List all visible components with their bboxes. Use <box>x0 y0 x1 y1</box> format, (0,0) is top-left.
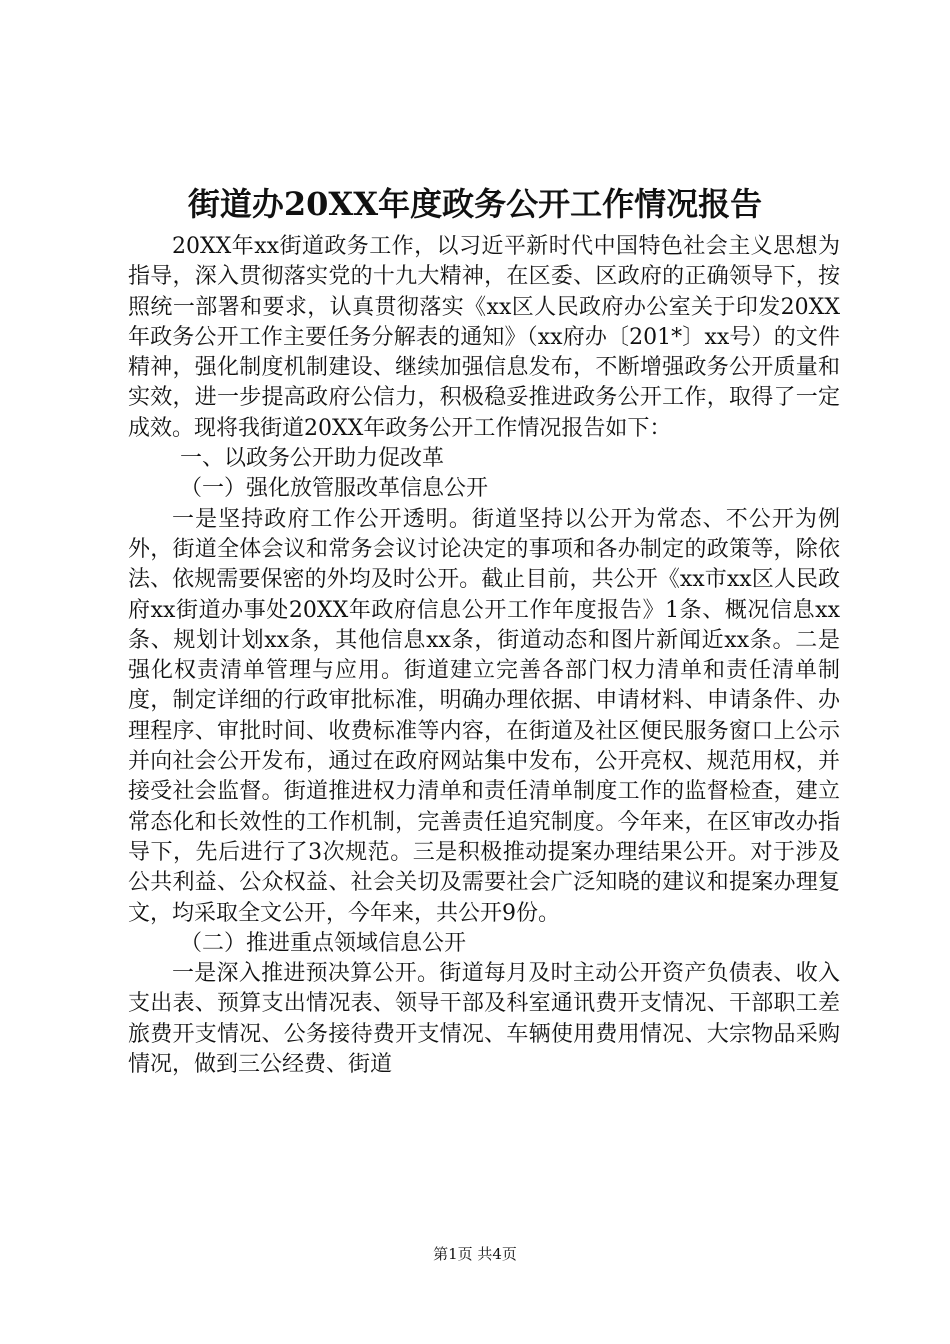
subsection-heading-2: （二）推进重点领域信息公开 <box>180 930 467 956</box>
section-heading-1: 一、以政务公开助力促改革 <box>180 446 445 472</box>
subsection-2-paragraph: 一是深入推进预决算公开。街道每月及时主动公开资产负债表、收入支出表、预算支出情况表、领导干部及科室通讯费开支情况、干部职工差旅费开支情况、公务接待费开支情况、车辆使用费用情况、大宗物品采购情况，做到三公经费、街道 <box>128 961 840 1078</box>
page-number-footer: 第1页 共4页 <box>433 1245 517 1263</box>
document-title: 街道办20XX年度政务公开工作情况报告 <box>187 185 763 223</box>
subsection-heading-1: （一）强化放管服改革信息公开 <box>180 476 489 502</box>
subsection-1-paragraph: 一是坚持政府工作公开透明。街道坚持以公开为常态、不公开为例外，街道全体会议和常务会议讨论决定的事项和各办制定的政策等，除依法、依规需要保密的外均及时公开。截止目前，共公开《xx市xx区人民政府xx街道办事处20XX年政府信息公开工作年度报告》1条、概况信息xx条、规划计划xx条，其他信息xx条，街道动态和图片新闻近xx条。二是强化权责清单管理与应用。街道建立完善各部门权力清单和责任清单制度，制定详细的行政审批标准，明确办理依据、申请材料、申请条件、办理程序、审批时间、收费标准等内容，在街道及社区便民服务窗口上公示并向社会公开发布，通过在政府网站集中发布，公开亮权、规范用权，并接受社会监督。街道推进权力清单和责任清单制度工作的监督检查，建立常态化和长效性的工作机制，完善责任追究制度。今年来，在区审改办指导下，先后进行了3次规范。三是积极推动提案办理结果公开。对于涉及公共利益、公众权益、社会关切及需要社会广泛知晓的建议和提案办理复文，均采取全文公开，今年来，共公开9份。 <box>128 506 840 926</box>
intro-paragraph: 20XX年xx街道政务工作，以习近平新时代中国特色社会主义思想为指导，深入贯彻落实党的十九大精神，在区委、区政府的正确领导下，按照统一部署和要求，认真贯彻落实《xx区人民政府办公室关于印发20XX年政务公开工作主要任务分解表的通知》（xx府办〔201*〕xx号）的文件精神，强化制度机制建设、继续加强信息发布，不断增强政务公开质量和实效，进一步提高政府公信力，积极稳妥推进政务公开工作，取得了一定成效。现将我街道20XX年政务公开工作情况报告如下： <box>128 234 840 441</box>
document-body <box>128 232 840 1080</box>
